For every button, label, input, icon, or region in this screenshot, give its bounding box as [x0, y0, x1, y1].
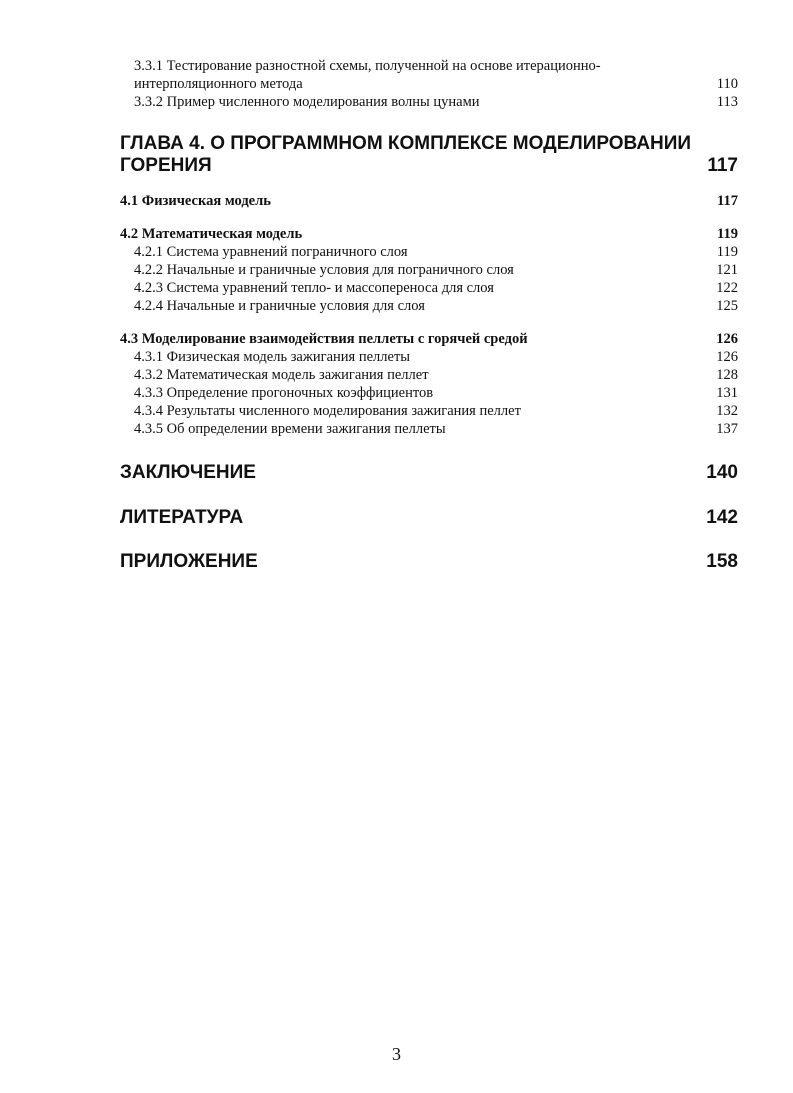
toc-entry-title: 4.2.4 Начальные и граничные условия для слоя: [134, 298, 425, 314]
toc-entry-page: 126: [716, 349, 738, 365]
section-page: 126: [716, 331, 738, 347]
chapter-title: ГЛАВА 4. О ПРОГРАММНОМ КОМПЛЕКСЕ МОДЕЛИРОВАНИИ: [120, 133, 692, 154]
toc-entry-title: 3.3.2 Пример численного моделирования волны цунами: [134, 94, 480, 110]
toc-entry-title: 4.2.3 Система уравнений тепло- и массопереноса для слоя: [134, 280, 494, 296]
toc-entry-title: 4.2.2 Начальные и граничные условия для пограничного слоя: [134, 262, 514, 278]
toc-entry-page: 110: [716, 76, 738, 92]
section-page: 117: [717, 193, 738, 209]
toc-entry-title: интерполяционного метода: [134, 76, 303, 92]
chapter-title: ЛИТЕРАТУРА: [120, 507, 244, 528]
page-number: 3: [392, 1044, 401, 1064]
toc-entry-title: 4.3.3 Определение прогоночных коэффициентов: [134, 385, 434, 401]
toc-entry-title: 4.3.4 Результаты численного моделирования зажигания пеллет: [134, 403, 521, 419]
section-title: 4.1 Физическая модель: [120, 193, 271, 209]
toc-entry-title: 4.2.1 Система уравнений пограничного слоя: [134, 244, 408, 260]
toc-entry-title: 4.3.5 Об определении времени зажигания пеллеты: [134, 421, 446, 437]
toc-entry-page: 119: [716, 244, 738, 260]
section-page: 119: [717, 226, 738, 242]
chapter-title: ПРИЛОЖЕНИЕ: [120, 551, 258, 572]
toc-entry-title: 3.3.1 Тестирование разностной схемы, полученной на основе итерационно-: [134, 58, 601, 74]
toc-entry-page: 125: [716, 298, 738, 314]
toc-entry-page: 137: [716, 421, 738, 437]
chapter-page: 142: [706, 507, 738, 528]
toc-entry-page: 113: [716, 94, 738, 110]
toc-entry-title: 4.3.2 Математическая модель зажигания пеллет: [134, 367, 429, 383]
toc-entry-page: 121: [716, 262, 738, 278]
toc-entry-page: 128: [716, 367, 738, 383]
toc-entry-title: 4.3.1 Физическая модель зажигания пеллеты: [134, 349, 411, 365]
toc-entry-page: 131: [716, 385, 738, 401]
chapter-page: 158: [706, 551, 738, 572]
section-title: 4.3 Моделирование взаимодействия пеллеты с горячей средой: [120, 331, 528, 347]
section-title: 4.2 Математическая модель: [120, 226, 303, 242]
toc-entry-page: 132: [716, 403, 738, 419]
chapter-page: 140: [706, 462, 738, 483]
toc-entry-page: 122: [716, 280, 738, 296]
chapter-page: 117: [707, 155, 738, 176]
chapter-title: ЗАКЛЮЧЕНИЕ: [120, 462, 256, 483]
chapter-title: ГОРЕНИЯ: [120, 155, 212, 176]
